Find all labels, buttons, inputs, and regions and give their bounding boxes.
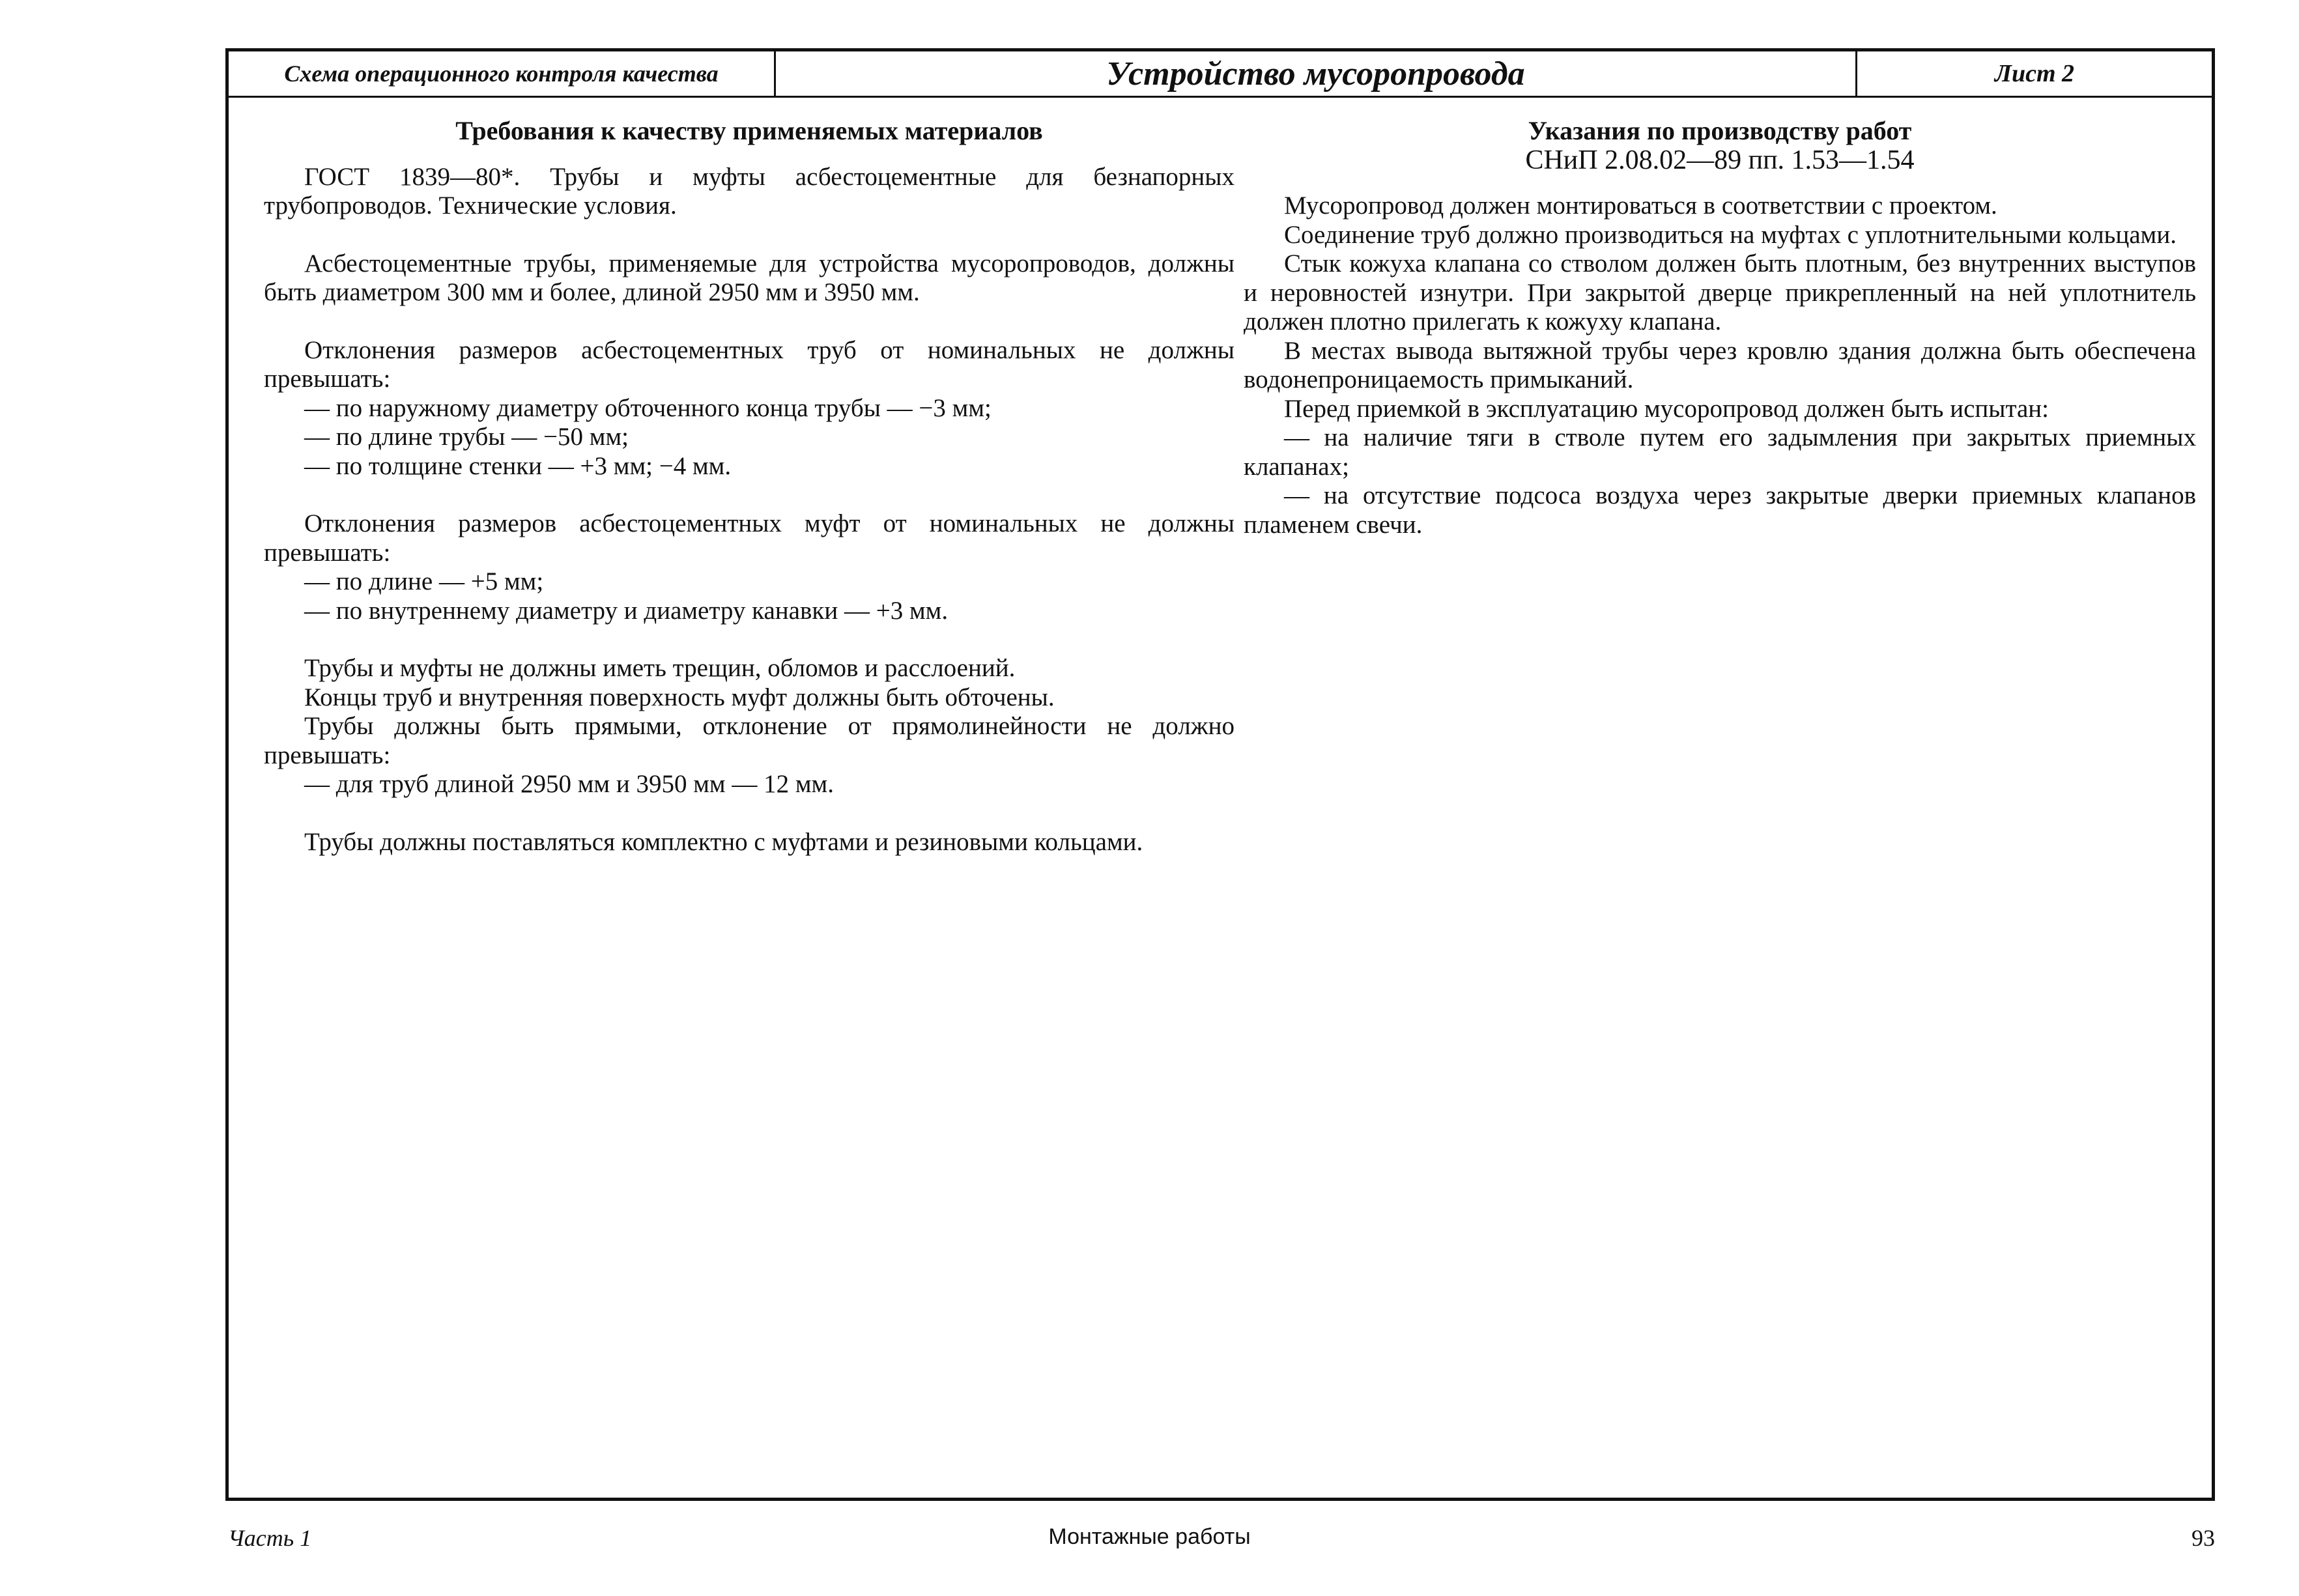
materials-title: Требования к качеству применяемых материалов bbox=[455, 116, 1043, 145]
title-block bbox=[229, 51, 2212, 98]
ends-requirement: Концы труб и внутренняя поверхность муфт должны быть обточены. bbox=[304, 683, 1055, 711]
pipe-deviation-item: — по толщине стенки — +3 мм; −4 мм. bbox=[304, 451, 732, 480]
instruction-paragraph: В местах вывода вытяжной трубы через кровлю здания должна быть обеспечена водонепроницаемость примыканий. bbox=[1244, 336, 2196, 393]
test-item: — на отсутствие подсоса воздуха через закрытые дверки приемных клапанов пламенем свечи. bbox=[1244, 481, 2196, 539]
pipe-deviation-item: — по наружному диаметру обточенного конца трубы — −3 мм; bbox=[304, 393, 992, 422]
supply-requirement: Трубы должны поставляться комплектно с муфтами и резиновыми кольцами. bbox=[304, 827, 1143, 856]
page-frame bbox=[225, 48, 2215, 1501]
pipe-deviation-intro: Отклонения размеров асбестоцементных труб от номинальных не должны превышать: bbox=[264, 335, 1235, 393]
straightness-item: — для труб длиной 2950 мм и 3950 мм — 12 мм. bbox=[304, 770, 834, 798]
snip-reference: СНиП 2.08.02—89 пп. 1.53—1.54 bbox=[1525, 145, 1915, 175]
footer-part: Часть 1 bbox=[228, 1525, 312, 1551]
instruction-paragraph: Стык кожуха клапана со стволом должен быть плотным, без внутренних выступов и неровностей изнутри. При закрытой дверце прикрепленный на ней уплотнитель должен плотно прилегать к кожуху клапана. bbox=[1244, 249, 2196, 335]
footer-section: Монтажные работы bbox=[1048, 1524, 1251, 1549]
pipe-dimensions: Асбестоцементные трубы, применяемые для устройства мусоропроводов, должны быть диаметром 300 мм и более, длиной 2950 мм и 3950 мм. bbox=[264, 249, 1235, 306]
scheme-label: Схема операционного контроля качества bbox=[229, 51, 776, 96]
materials-section bbox=[264, 117, 1235, 857]
coupling-deviation-item: — по длине — +5 мм; bbox=[304, 567, 544, 595]
document-title: Устройство мусоропровода bbox=[776, 51, 1857, 96]
instructions-title: Указания по производству работ bbox=[1528, 116, 1912, 145]
page-number: 93 bbox=[2192, 1525, 2215, 1551]
sheet-number: Лист 2 bbox=[1994, 60, 2075, 87]
coupling-deviation-intro: Отклонения размеров асбестоцементных муфт от номинальных не должны превышать: bbox=[264, 509, 1235, 567]
coupling-deviation-item: — по внутреннему диаметру и диаметру канавки — +3 мм. bbox=[304, 596, 949, 625]
pipe-deviation-item: — по длине трубы — −50 мм; bbox=[304, 423, 629, 451]
instruction-paragraph: Соединение труб должно производиться на муфтах с уплотнительными кольцами. bbox=[1284, 220, 2177, 249]
instruction-paragraph: Перед приемкой в эксплуатацию мусоропровод должен быть испытан: bbox=[1284, 394, 2049, 423]
test-item: — на наличие тяги в стволе путем его задымления при закрытых приемных клапанах; bbox=[1244, 423, 2196, 481]
straightness-requirement: Трубы должны быть прямыми, отклонение от прямолинейности не должно превышать: bbox=[264, 712, 1235, 769]
gost-reference: ГОСТ 1839—80*. Трубы и муфты асбестоцементные для безнапорных трубопроводов. Технические условия. bbox=[264, 162, 1235, 220]
instruction-paragraph: Мусоропровод должен монтироваться в соответствии с проектом. bbox=[1284, 192, 1997, 220]
defects-requirement: Трубы и муфты не должны иметь трещин, обломов и расслоений. bbox=[304, 654, 1016, 682]
work-instructions-section bbox=[1244, 117, 2196, 539]
